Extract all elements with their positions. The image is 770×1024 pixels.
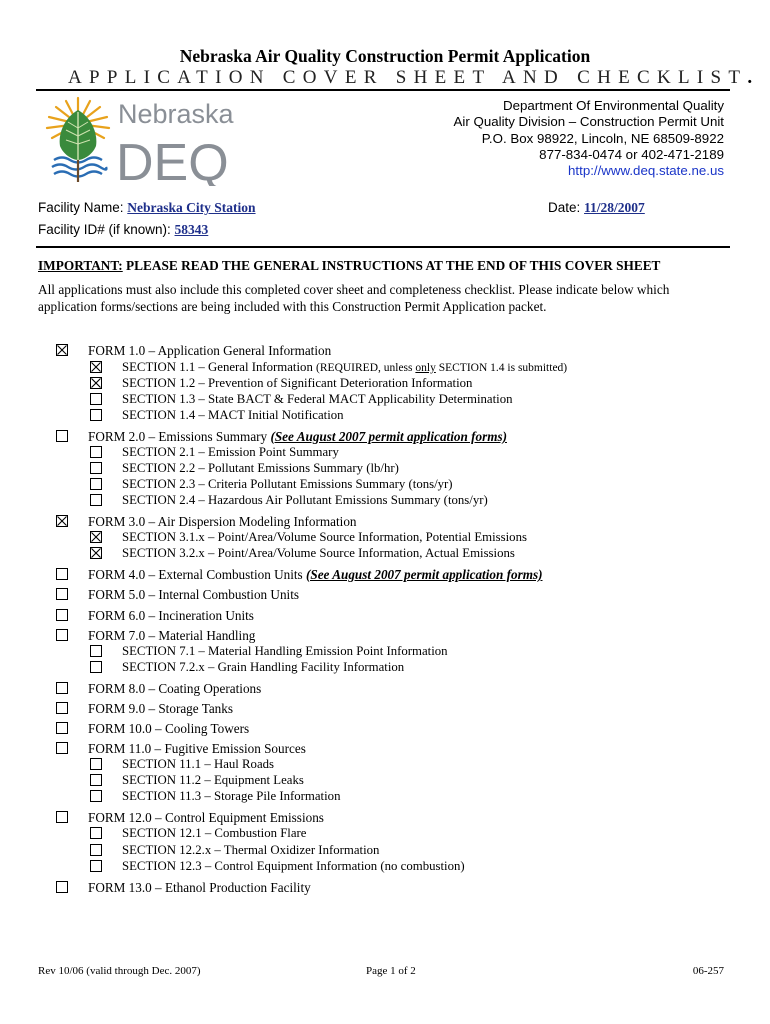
important-notice — [38, 258, 660, 274]
form-label — [88, 608, 254, 624]
section-checkbox[interactable] — [90, 844, 102, 856]
dept-website-link[interactable]: http://www.deq.state.ne.us — [568, 163, 724, 179]
checklist-item-text: FORM 5.0 – Internal Combustion Units — [88, 587, 300, 602]
subtitle-text: APPLICATION COVER SHEET AND CHECKLIST — [68, 67, 748, 88]
section-note-pre: (REQUIRED, unless — [316, 362, 416, 374]
facility-name-field — [38, 200, 256, 216]
checklist-item-text: SECTION 12.2.x – Thermal Oxidizer Information — [122, 843, 380, 857]
form-label — [88, 701, 233, 717]
intro-paragraph: All applications must also include this completed cover sheet and completeness checklist. Please indicate below which application forms/sections are being included with this Construction Permit Application packet. — [38, 282, 670, 314]
checklist-item-text: SECTION 2.4 – Hazardous Air Pollutant Emissions Summary (tons/yr) — [122, 493, 488, 507]
facility-name-label: Facility Name: — [38, 200, 128, 215]
important-label: IMPORTANT: — [38, 258, 123, 273]
form-checkbox[interactable] — [56, 682, 68, 694]
form-checkbox[interactable] — [56, 344, 68, 356]
form-checkbox[interactable] — [56, 430, 68, 442]
section-checkbox[interactable] — [90, 393, 102, 405]
section-label — [122, 477, 453, 492]
nebraska-deq-logo — [44, 94, 254, 186]
checklist-item-text: SECTION 12.3 – Control Equipment Information (no combustion) — [122, 859, 465, 873]
logo-deq-text: DEQ — [116, 134, 229, 186]
section-checkbox[interactable] — [90, 547, 102, 559]
footer-page-number: Page 1 of 2 — [366, 965, 416, 977]
checklist-item-text: FORM 13.0 – Ethanol Production Facility — [88, 880, 311, 895]
form-label — [88, 343, 331, 359]
section-label — [122, 826, 307, 841]
checklist-item-text: FORM 10.0 – Cooling Towers — [88, 721, 250, 736]
date-value[interactable]: 11/28/2007 — [584, 200, 645, 215]
checklist-item-text: SECTION 11.1 – Haul Roads — [122, 757, 275, 771]
checklist-item-text: FORM 11.0 – Fugitive Emission Sources — [88, 741, 306, 756]
form-checkbox[interactable] — [56, 568, 68, 580]
date-field — [548, 200, 645, 216]
form-label — [88, 628, 255, 644]
form-checkbox[interactable] — [56, 609, 68, 621]
section-label — [122, 376, 472, 391]
form-checkbox[interactable] — [56, 881, 68, 893]
section-checkbox[interactable] — [90, 377, 102, 389]
form-checkbox[interactable] — [56, 588, 68, 600]
section-label — [122, 859, 465, 874]
form-checkbox[interactable] — [56, 629, 68, 641]
section-label — [122, 644, 448, 659]
form-label — [88, 721, 249, 737]
checklist-item-text: SECTION 12.1 – Combustion Flare — [122, 826, 307, 840]
checklist-item-text: FORM 8.0 – Coating Operations — [88, 681, 262, 696]
checklist-item-text: FORM 6.0 – Incineration Units — [88, 608, 254, 623]
date-label: Date: — [548, 200, 585, 215]
checklist-item-text: SECTION 2.1 – Emission Point Summary — [122, 445, 339, 459]
important-text: PLEASE READ THE GENERAL INSTRUCTIONS AT THE END OF THIS COVER SHEET — [122, 258, 661, 273]
footer-form-number: 06-257 — [692, 965, 724, 977]
footer-revision: Rev 10/06 (valid through Dec. 2007) — [38, 965, 201, 977]
section-label — [122, 773, 304, 788]
section-checkbox[interactable] — [90, 462, 102, 474]
section-label — [122, 530, 527, 545]
form-checkbox[interactable] — [56, 811, 68, 823]
section-label — [122, 789, 340, 804]
section-checkbox[interactable] — [90, 827, 102, 839]
form-label — [88, 681, 261, 697]
section-checkbox[interactable] — [90, 531, 102, 543]
form-checkbox[interactable] — [56, 722, 68, 734]
checklist-item-text: FORM 3.0 – Air Dispersion Modeling Information — [88, 514, 357, 529]
checklist-item-text: FORM 7.0 – Material Handling — [88, 628, 256, 643]
department-contact — [454, 98, 724, 179]
facility-id-value[interactable]: 58343 — [174, 222, 209, 237]
section-checkbox[interactable] — [90, 494, 102, 506]
section-checkbox[interactable] — [90, 860, 102, 872]
section-label — [122, 392, 513, 407]
checklist-item-text: SECTION 3.2.x – Point/Area/Volume Source Information, Actual Emissions — [122, 546, 515, 560]
section-checkbox[interactable] — [90, 661, 102, 673]
deq-logo-graphic — [44, 94, 254, 186]
form-checkbox[interactable] — [56, 702, 68, 714]
form-checkbox[interactable] — [56, 515, 68, 527]
form-label — [88, 587, 299, 603]
form-label — [88, 567, 543, 583]
checklist-item-text: SECTION 2.3 – Criteria Pollutant Emissions Summary (tons/yr) — [122, 477, 453, 491]
section-checkbox[interactable] — [90, 758, 102, 770]
section-label — [122, 493, 488, 508]
checklist-item-text: SECTION 1.3 – State BACT & Federal MACT Applicability Determination — [122, 392, 513, 406]
section-label — [122, 408, 344, 423]
checklist-item-text: SECTION 1.4 – MACT Initial Notification — [122, 408, 344, 422]
section-checkbox[interactable] — [90, 774, 102, 786]
checklist-item-text: FORM 2.0 – Emissions Summary — [88, 429, 271, 444]
section-label — [122, 461, 399, 476]
logo-nebraska-text: Nebraska — [118, 99, 234, 129]
section-label — [122, 445, 339, 460]
fields-rule — [36, 246, 730, 248]
form-checkbox[interactable] — [56, 742, 68, 754]
section-checkbox[interactable] — [90, 645, 102, 657]
checklist-item-text: SECTION 1.1 – General Information — [122, 360, 317, 374]
checklist-item-text: SECTION 11.3 – Storage Pile Information — [122, 789, 341, 803]
section-note-emphasis: only — [415, 362, 436, 374]
checklist-item-text: SECTION 3.1.x – Point/Area/Volume Source Information, Potential Emissions — [122, 530, 527, 544]
facility-name-value[interactable]: Nebraska City Station — [127, 200, 256, 215]
section-checkbox[interactable] — [90, 446, 102, 458]
document-title: Nebraska Air Quality Construction Permit Application — [179, 46, 591, 66]
section-note-post: SECTION 1.4 is submitted) — [435, 362, 568, 374]
dept-phone: 877-834-0474 or 402-471-2189 — [539, 146, 724, 162]
facility-id-label: Facility ID# (if known): — [38, 222, 175, 237]
checklist-item-text: SECTION 1.2 – Prevention of Significant Deterioration Information — [122, 376, 473, 390]
section-label — [122, 360, 567, 375]
checklist-item-text: FORM 12.0 – Control Equipment Emissions — [88, 810, 324, 825]
section-label — [122, 757, 274, 772]
checklist-item-text: SECTION 7.2.x – Grain Handling Facility Information — [122, 660, 405, 674]
subtitle-dot: . — [747, 67, 753, 88]
form-label — [88, 514, 357, 530]
facility-id-field — [38, 222, 208, 238]
checklist-item-text: SECTION 2.2 – Pollutant Emissions Summary (lb/hr) — [122, 461, 399, 475]
section-label — [122, 843, 379, 858]
checklist-item-text: FORM 1.0 – Application General Information — [88, 343, 332, 358]
section-checkbox[interactable] — [90, 790, 102, 802]
form-note: (See August 2007 permit application forms) — [305, 567, 543, 582]
checklist-item-text: FORM 4.0 – External Combustion Units — [88, 567, 306, 582]
form-label — [88, 810, 324, 826]
dept-division: Air Quality Division – Construction Permit Unit — [453, 114, 724, 130]
checklist-item-text: SECTION 7.1 – Material Handling Emission Point Information — [122, 644, 448, 658]
document-subtitle — [68, 67, 752, 89]
section-label — [122, 660, 404, 675]
form-label — [88, 429, 507, 445]
form-label — [88, 741, 306, 757]
section-checkbox[interactable] — [90, 409, 102, 421]
section-checkbox[interactable] — [90, 478, 102, 490]
form-label — [88, 880, 311, 896]
dept-address: P.O. Box 98922, Lincoln, NE 68509-8922 — [481, 130, 724, 146]
checklist-item-text: FORM 9.0 – Storage Tanks — [88, 701, 233, 716]
header-rule — [36, 89, 730, 91]
checklist-item-text: SECTION 11.2 – Equipment Leaks — [122, 773, 304, 787]
form-note: (See August 2007 permit application forms) — [270, 429, 507, 444]
section-label — [122, 546, 515, 561]
dept-name: Department Of Environmental Quality — [503, 98, 724, 113]
section-checkbox[interactable] — [90, 361, 102, 373]
